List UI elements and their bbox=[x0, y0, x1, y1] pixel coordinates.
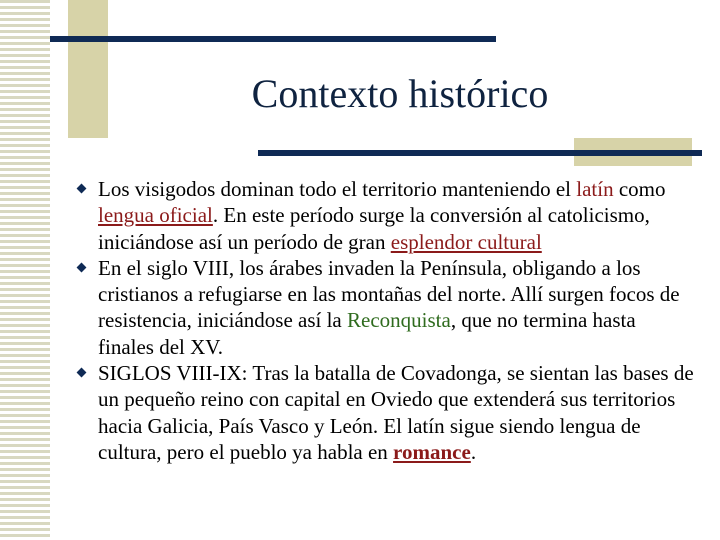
diamond-bullet-icon bbox=[77, 368, 87, 378]
link-lengua-oficial[interactable]: lengua oficial bbox=[98, 203, 213, 228]
text-segment: como bbox=[613, 177, 666, 201]
decor-bar-bottom bbox=[258, 150, 702, 156]
slide-content bbox=[74, 176, 696, 465]
text-segment: Los visigodos dominan todo el territorio manteniendo el bbox=[98, 177, 577, 201]
striped-side-panel bbox=[0, 0, 50, 540]
text-segment: . En este período surge la conversión al catolicismo, iniciándose así un período de gran bbox=[98, 203, 650, 254]
term-reconquista: Reconquista bbox=[347, 308, 451, 333]
bullet-item-siglos bbox=[74, 360, 696, 465]
link-esplendor-cultural[interactable]: esplendor cultural bbox=[390, 229, 542, 254]
bullet-item-arabes bbox=[74, 255, 696, 360]
diamond-bullet-icon bbox=[77, 262, 87, 272]
diamond-bullet-icon bbox=[77, 184, 87, 194]
decor-bar-top bbox=[50, 36, 496, 42]
link-romance[interactable]: romance bbox=[393, 439, 471, 464]
text-segment: , que no termina hasta finales del XV. bbox=[98, 308, 636, 359]
decor-tan-block-left bbox=[68, 0, 108, 138]
term-latin: latín bbox=[576, 177, 614, 201]
slide-title: Contexto histórico bbox=[251, 71, 549, 116]
text-segment: En el siglo VIII, los árabes invaden la Península, obligando a los cristianos a refugiarse en las montañas del norte. Allí surgen focos de resistencia, iniciándose así la bbox=[98, 255, 680, 333]
text-segment: . bbox=[470, 439, 477, 464]
text-segment: SIGLOS VIII-IX: Tras la batalla de Covadonga, se sientan las bases de un pequeño reino con capital en Oviedo que extenderá sus territorios hacia Galicia, País Vasco y León. El latín sigue siendo lengua de cultura, pero el pueblo ya habla en bbox=[98, 361, 694, 464]
bullet-item-visigodos bbox=[74, 176, 696, 255]
